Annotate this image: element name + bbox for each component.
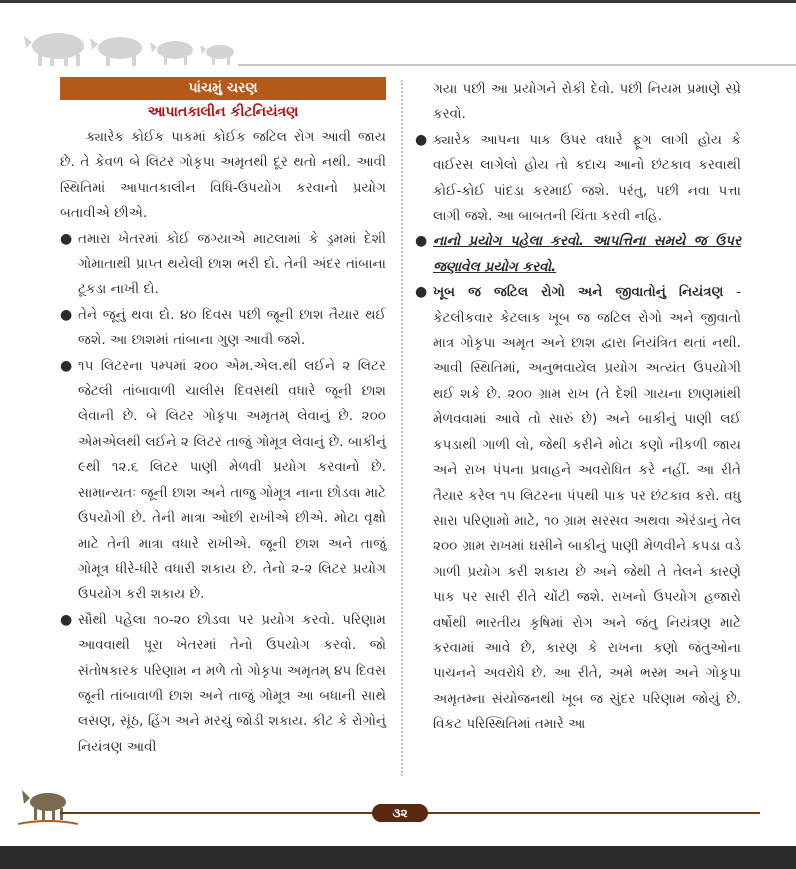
- column-divider: [401, 80, 403, 776]
- list-item: [60, 608, 386, 760]
- bullet-dot-icon: ●: [60, 230, 73, 247]
- list-item-text: - કેટલીકવાર કેટલાક ખૂબ જ જટિલ રોગો અને જીવાતો માત્ર ગોકૃપા અમૃત અને છાશ દ્વારા નિયંત્રિત થતાં નથી. આવી સ્થિતિમાં, અનુભવાયેલ પ્રયોગ અત્યંત ઉપયોગી થઈ શકે છે. ૨૦૦ ગ્રામ રાખ (તે દેશી ગાયના છાણમાંથી મેળવવામાં આવે તો સારું છે) અને બાકીનું પાણી લઈ કપડાથી ગાળી લો, જેથી કરીને મોટા કણો નીકળી જાય અને રાખ પંપના પ્રવાહને અવરોધિત કરે નહીં. આ રીતે તૈયાર કરેલ ૧૫ લિટરના પંપથી પાક પર છંટકાવ કરો. વધુ સારા પરિણામો માટે, ૧૦ ગ્રામ સરસવ અથવા એરંડાનું તેલ ૨૦૦ ગ્રામ રાખમાં ઘસીને બાકીનું પાણી મેળવીને કપડા વડે ગાળી પ્રયોગ કરી શકાય છે અને જેથી તે તેલને કારણે પાક પર સારી રીતે ચોંટી જશે. રાખનો ઉપયોગ હજારો વર્ષોથી ભારતીય કૃષિમાં રોગ અને જંતુ નિયંત્રણ માટે કરવામાં આવે છે, કારણ કે રાખના કણો જંતુઓના પાચનને અવરોધે છે. આ રીતે, અમે ભસ્મ અને ગોકૃપા અમૃતમ્ના સંયોજનથી ખૂબ જ સુંદર પરિણામ જોયું છે. વિકટ પરિસ્થિતિમાં તમારે આ: [433, 284, 741, 733]
- list-item: [60, 227, 386, 303]
- bullet-dot-icon: ●: [415, 233, 428, 250]
- bullet-dot-icon: ●: [60, 306, 73, 323]
- emphasis-text: નાનો પ્રયોગ પહેલા કરવો. આપત્તિના સમયે જ ઉપર જણાવેલ પ્રયોગ કરવો.: [433, 233, 741, 275]
- top-rule: [0, 0, 796, 3]
- section-title: પાંચમું ચરણ: [60, 77, 386, 100]
- section-subtitle: આપાતકાલીન કીટનિયંત્રણ: [147, 104, 299, 120]
- cattle-strip-icon: [20, 18, 250, 68]
- list-item: [415, 229, 741, 280]
- bullet-dot-icon: ●: [60, 357, 73, 374]
- bullet-dot-icon: ●: [415, 131, 428, 148]
- bullet-dot-icon: ●: [415, 284, 428, 301]
- header-rule: [238, 64, 796, 66]
- intro-paragraph: ક્યારેક કોઈક પાકમાં કોઈક જટિલ રોગ આવી જાય છે. તે કેવળ બે લિટર ગોકૃપા અમૃતથી દૂર થતો નથી. આવી સ્થિતિમાં આપાતકાલીન વિધિ-ઉપયોગ કરવાનો પ્રયોગ બતાવીએ છીએ.: [60, 129, 386, 222]
- bullet-list-right: [415, 128, 741, 738]
- list-item-text: તેને જૂનું થવા દો. ૪૦ દિવસ પછી જૂની છાશ તૈયાર થઈ જશે. આ છાશમાં તાંબાના ગુણ આવી જશે.: [78, 306, 386, 349]
- right-column: [415, 77, 741, 738]
- list-item-text: ૧૫ લિટરના પમ્પમાં ૨૦૦ એમ.એલ.થી લઈને ૨ લિટર જેટલી તાંબાવાળી ચાલીસ દિવસથી વધારે જૂની છાશ લેવાની છે. બે લિટર ગોકૃપા અમૃતમ્ લેવાનું છે. ૨૦૦ એમએલથી લઈને ૨ લિટર તાજું ગોમૂત્ર લેવાનું છે. બાકીનું ૯થી ૧૨.૬ લિટર પાણી મેળવી પ્રયોગ કરવાનો છે. સામાન્યતઃ જૂની છાશ અને તાજુ ગોમૂત્ર નાના છોડવા માટે ઉપયોગી છે. તેની માત્રા ઓછી રાખીએ છીએ. મોટા વૃક્ષો માટે તેની માત્રા વધારે રાખીએ. જૂની છાશ અને તાજું ગોમૂત્ર ધીરે-ધીરે વધારી શકાય છે. તેનો ૨-૨ લિટર પ્રયોગ ઉપયોગ કરી શકાય છે.: [78, 357, 386, 603]
- bottom-bar: [0, 846, 796, 869]
- list-item: [415, 128, 741, 230]
- bullet-list-left: [60, 227, 386, 761]
- list-item: [415, 280, 741, 737]
- left-column: [60, 77, 386, 760]
- list-item-heading: ખૂબ જ જટિલ રોગો અને જીવાતોનું નિયંત્રણ: [433, 284, 724, 301]
- list-item: [60, 354, 386, 608]
- list-item-text: ક્યારેક આપના પાક ઉપર વધારે ફૂગ લાગી હોય કે વાઈરસ લાગેલો હોય તો કદાચ આનો છંટકાવ કરવાથી કોઈ-કોઈ પાંદડા કરમાઈ જશે. પરંતુ, પછી નવા પત્તા લાગી જશે. આ બાબતની ચિંતા કરવી નહિ.: [433, 131, 741, 225]
- list-item-text: તમારા ખેતરમાં કોઈ જગ્યાએ માટલામાં કે ડ્રમમાં દેશી ગોમાતાથી પ્રાપ્ત થયેલી છાશ ભરી દો. તેની અંદર તાંબાના ટૂકડા નાખી દો.: [78, 230, 386, 298]
- bullet-dot-icon: ●: [60, 611, 73, 628]
- list-item: [60, 303, 386, 354]
- cow-icon: [18, 780, 78, 830]
- page-number: ૩૨: [372, 804, 428, 822]
- continuation-text: ગયા પછી આ પ્રયોગને રોકી દેવો. પછી નિયમ પ્રમાણે સ્પ્રે કરવો.: [433, 81, 741, 123]
- list-item-text: સૌથી પહેલા ૧૦-૨૦ છોડવા પર પ્રયોગ કરવો. પરિણામ આવવાથી પૂરા ખેતરમાં તેનો ઉપયોગ કરવો. જો સંતોષકારક પરિણામ ન મળે તો ગોકૃપા અમૃતમ્ ૪૫ દિવસ જૂની તાંબાવાળી છાશ અને તાજું ગોમૂત્ર આ બધાની સાથે લસણ, સૂંઠ, હિંગ અને મરચું જોડી શકાય. કીટ કે રોગોનું નિયંત્રણ આવી: [78, 611, 386, 755]
